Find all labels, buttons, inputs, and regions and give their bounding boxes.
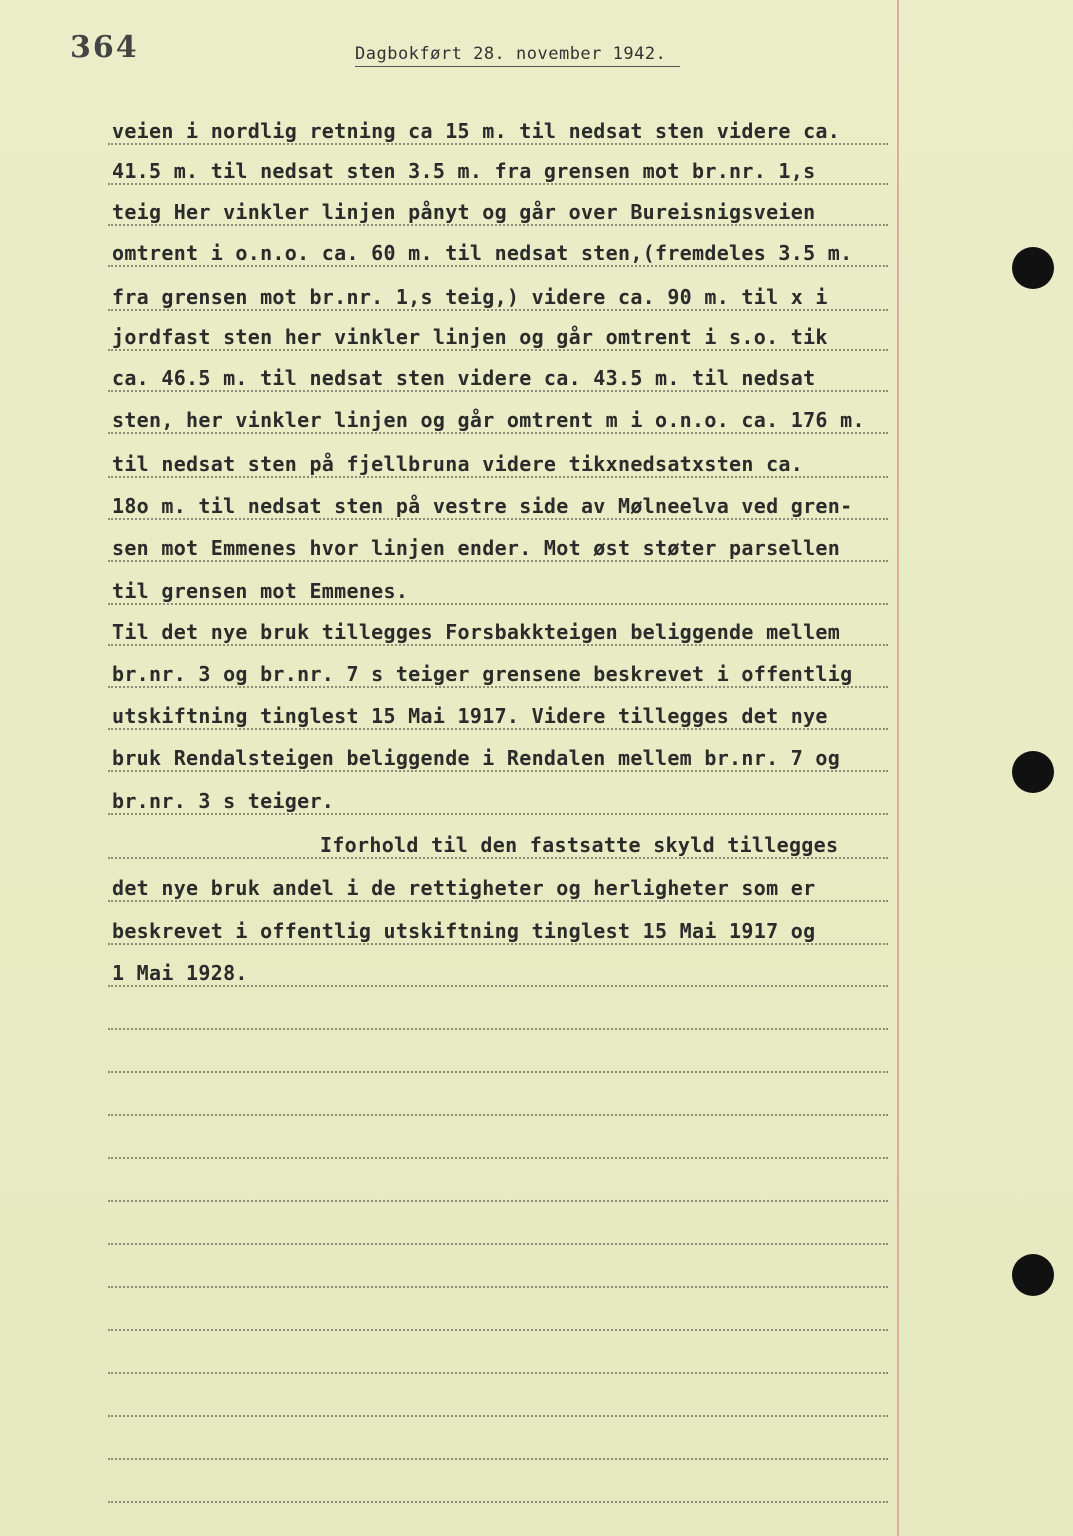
- dotted-rule: [108, 560, 888, 562]
- line-text: omtrent i o.n.o. ca. 60 m. til nedsat sten,(fremdeles 3.5 m.: [112, 241, 853, 265]
- text-line: [108, 606, 888, 646]
- dotted-rule: [108, 644, 888, 646]
- text-line: [108, 145, 888, 185]
- dotted-rule: [108, 518, 888, 520]
- text-line: [108, 438, 888, 478]
- dotted-rule: [108, 224, 888, 226]
- dotted-rule: [108, 1372, 888, 1374]
- line-text: jordfast sten her vinkler linjen og går omtrent i s.o. tik: [112, 325, 828, 349]
- dotted-rule: [108, 686, 888, 688]
- line-text: det nye bruk andel i de rettigheter og herligheter som er: [112, 876, 816, 900]
- empty-ruled-line: [108, 1463, 888, 1503]
- page-header: Dagbokført 28. november 1942.: [355, 44, 680, 67]
- dotted-rule: [108, 1114, 888, 1116]
- dotted-rule: [108, 1329, 888, 1331]
- line-text: veien i nordlig retning ca 15 m. til nedsat sten videre ca.: [112, 119, 841, 143]
- text-line: [108, 819, 888, 859]
- dotted-rule: [108, 1028, 888, 1030]
- line-text: sten, her vinkler linjen og går omtrent m i o.n.o. ca. 176 m.: [112, 408, 865, 432]
- text-line: [108, 690, 888, 730]
- dotted-rule: [108, 1243, 888, 1245]
- empty-ruled-line: [108, 1119, 888, 1159]
- text-line: [108, 352, 888, 392]
- line-text: 41.5 m. til nedsat sten 3.5 m. fra grensen mot br.nr. 1,s: [112, 159, 816, 183]
- text-line: [108, 947, 888, 987]
- dotted-rule: [108, 1415, 888, 1417]
- text-line: [108, 105, 888, 145]
- empty-ruled-line: [108, 1076, 888, 1116]
- dotted-rule: [108, 943, 888, 945]
- empty-ruled-line: [108, 1205, 888, 1245]
- dotted-rule: [108, 265, 888, 267]
- dotted-rule: [108, 349, 888, 351]
- line-text: Til det nye bruk tillegges Forsbakkteigen beliggende mellem: [112, 620, 841, 644]
- line-text: utskiftning tinglest 15 Mai 1917. Videre tillegges det nye: [112, 704, 828, 728]
- dotted-rule: [108, 390, 888, 392]
- text-line: [108, 271, 888, 311]
- text-line: [108, 186, 888, 226]
- text-line: [108, 862, 888, 902]
- binder-hole-bottom: [1012, 1254, 1054, 1296]
- empty-ruled-line: [108, 1248, 888, 1288]
- line-text: teig Her vinkler linjen pånyt og går over Bureisnigsveien: [112, 200, 816, 224]
- empty-ruled-line: [108, 1033, 888, 1073]
- dotted-rule: [108, 1286, 888, 1288]
- dotted-rule: [108, 183, 888, 185]
- dotted-rule: [108, 770, 888, 772]
- empty-ruled-line: [108, 1291, 888, 1331]
- text-line: [108, 732, 888, 772]
- line-text: fra grensen mot br.nr. 1,s teig,) videre ca. 90 m. til x i: [112, 285, 828, 309]
- line-text: br.nr. 3 s teiger.: [112, 789, 335, 813]
- dotted-rule: [108, 1071, 888, 1073]
- dotted-rule: [108, 1458, 888, 1460]
- empty-ruled-line: [108, 1162, 888, 1202]
- empty-ruled-line: [108, 1420, 888, 1460]
- page-number: 364: [70, 30, 139, 65]
- text-line: [108, 565, 888, 605]
- line-text: Iforhold til den fastsatte skyld tillegges: [320, 833, 839, 857]
- line-text: sen mot Emmenes hvor linjen ender. Mot øst støter parsellen: [112, 536, 841, 560]
- text-line: [108, 905, 888, 945]
- binder-hole-middle: [1012, 751, 1054, 793]
- text-line: [108, 227, 888, 267]
- line-text: beskrevet i offentlig utskiftning tinglest 15 Mai 1917 og: [112, 919, 816, 943]
- text-line: [108, 775, 888, 815]
- dotted-rule: [108, 432, 888, 434]
- text-line: [108, 394, 888, 434]
- line-text: bruk Rendalsteigen beliggende i Rendalen mellem br.nr. 7 og: [112, 746, 841, 770]
- line-text: til nedsat sten på fjellbruna videre tikxnedsatxsten ca.: [112, 452, 804, 476]
- line-text: ca. 46.5 m. til nedsat sten videre ca. 43.5 m. til nedsat: [112, 366, 816, 390]
- dotted-rule: [108, 813, 888, 815]
- binder-hole-top: [1012, 247, 1054, 289]
- dotted-rule: [108, 1157, 888, 1159]
- text-line: [108, 648, 888, 688]
- dotted-rule: [108, 985, 888, 987]
- dotted-rule: [108, 1200, 888, 1202]
- line-text: br.nr. 3 og br.nr. 7 s teiger grensene beskrevet i offentlig: [112, 662, 853, 686]
- line-text: 18o m. til nedsat sten på vestre side av Mølneelva ved gren-: [112, 494, 853, 518]
- dotted-rule: [108, 603, 888, 605]
- line-text: til grensen mot Emmenes.: [112, 579, 409, 603]
- dotted-rule: [108, 728, 888, 730]
- margin-line: [897, 0, 899, 1536]
- dotted-rule: [108, 900, 888, 902]
- text-line: [108, 480, 888, 520]
- dotted-rule: [108, 857, 888, 859]
- empty-ruled-line: [108, 990, 888, 1030]
- empty-ruled-line: [108, 1377, 888, 1417]
- dotted-rule: [108, 1501, 888, 1503]
- text-line: [108, 311, 888, 351]
- empty-ruled-line: [108, 1334, 888, 1374]
- line-text: 1 Mai 1928.: [112, 961, 248, 985]
- text-line: [108, 522, 888, 562]
- dotted-rule: [108, 476, 888, 478]
